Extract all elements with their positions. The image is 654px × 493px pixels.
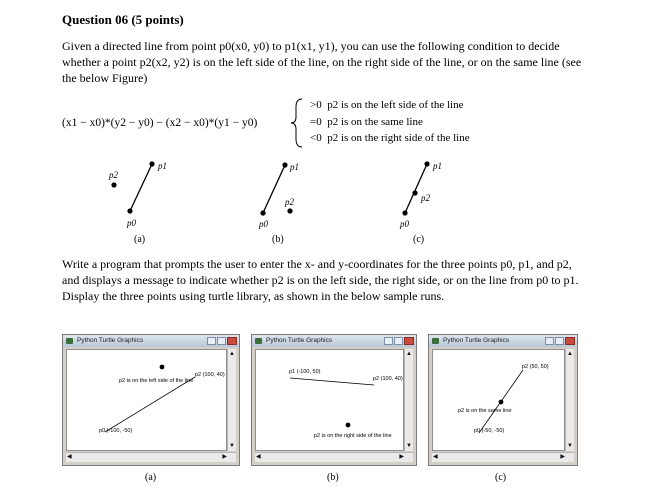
window-a-p2-label: p2 (100, 40): [195, 372, 225, 378]
window-b-vertical-scrollbar[interactable]: [404, 349, 413, 451]
instructions-paragraph: Write a program that prompts the user to enter the x- and y-coordinates for the three points p0, p1, and p2, and displays a message to indicate whether p2 is on the left side, the right side, or on the line from p0 to p1. Display the three points using turtle library, as shown in the below sample runs.: [62, 257, 579, 303]
window-b-horizontal-scrollbar[interactable]: [255, 452, 413, 462]
scroll-left-icon[interactable]: ◀: [256, 454, 261, 460]
window-c-controls: [545, 337, 575, 345]
window-a-message: p2 is on the left side of the line: [119, 378, 194, 384]
figure-c-p1-label: p1: [433, 161, 442, 171]
intro-paragraph: Given a directed line from point p0(x0, y0) to p1(x1, y1), you can use the following condition to decide whether a point p2(x2, y2) is on the left side of the line, on the right side of the line, or on the same line (see the below Figure): [62, 39, 582, 85]
window-b-canvas[interactable]: [255, 349, 404, 451]
figure-a-p0-label: p0: [127, 218, 136, 228]
figure-b-p1-label: p1: [290, 162, 299, 172]
turtle-app-icon: [432, 338, 439, 344]
window-a-horizontal-scrollbar[interactable]: [66, 452, 236, 462]
close-button[interactable]: [565, 337, 575, 345]
figure-a-p1-label: p1: [158, 161, 167, 171]
figure-b-caption: (b): [272, 234, 284, 245]
turtle-app-icon: [255, 338, 262, 344]
formula-cases: [290, 97, 490, 149]
curly-brace-icon: [290, 97, 304, 149]
window-b-p2-label: p2 (100, 40): [373, 376, 403, 382]
figure-a-p2-label: p2: [109, 170, 118, 180]
close-button[interactable]: [404, 337, 414, 345]
window-c-canvas[interactable]: [432, 349, 565, 451]
turtle-window-a: [62, 334, 240, 466]
figure-b: [240, 155, 340, 250]
turtle-window-c: [428, 334, 578, 466]
maximize-button[interactable]: [555, 337, 564, 345]
scroll-up-icon[interactable]: ▲: [567, 351, 573, 357]
window-c-title: Python Turtle Graphics: [443, 337, 510, 344]
case-equal: =0 p2 is on the same line: [310, 116, 423, 128]
figure-b-p2-label: p2: [285, 197, 294, 207]
scroll-down-icon[interactable]: ▼: [406, 443, 412, 449]
scroll-down-icon[interactable]: ▼: [229, 443, 235, 449]
window-c-message: p2 is on the same line: [458, 408, 512, 414]
figure-a-caption: (a): [134, 234, 146, 245]
window-a-caption: (a): [145, 472, 157, 483]
case-less: <0 p2 is on the right side of the line: [310, 132, 470, 144]
window-b-controls: [384, 337, 414, 345]
scroll-right-icon[interactable]: ▶: [399, 454, 404, 460]
scroll-up-icon[interactable]: ▲: [406, 351, 412, 357]
figure-b-p0-label: p0: [259, 219, 268, 229]
turtle-app-icon: [66, 338, 73, 344]
figure-c-p0-label: p0: [400, 219, 409, 229]
scroll-down-icon[interactable]: ▼: [567, 443, 573, 449]
scroll-right-icon[interactable]: ▶: [222, 454, 227, 460]
window-a-title: Python Turtle Graphics: [77, 337, 144, 344]
maximize-button[interactable]: [394, 337, 403, 345]
window-c-p0-label: p0 (-50, -50): [474, 428, 505, 434]
close-button[interactable]: [227, 337, 237, 345]
scroll-left-icon[interactable]: ◀: [433, 454, 438, 460]
window-c-caption: (c): [495, 472, 507, 483]
window-b-caption: (b): [327, 472, 339, 483]
window-b-p1-label: p1 (-100, 50): [289, 369, 321, 375]
window-c-vertical-scrollbar[interactable]: [565, 349, 574, 451]
window-a-controls: [207, 337, 237, 345]
minimize-button[interactable]: [207, 337, 216, 345]
window-a-vertical-scrollbar[interactable]: [227, 349, 236, 451]
figure-c: [385, 155, 485, 250]
figure-a: [100, 155, 200, 250]
case-greater: >0 p2 is on the left side of the line: [310, 99, 464, 111]
window-a-p0-label: p0 (-100, -50): [99, 428, 133, 434]
window-b-title: Python Turtle Graphics: [266, 337, 333, 344]
question-title: Question 06 (5 points): [62, 12, 184, 27]
figure-c-p2-label: p2: [421, 193, 430, 203]
scroll-left-icon[interactable]: ◀: [67, 454, 72, 460]
formula: (x1 − x0)*(y2 − y0) − (x2 − x0)*(y1 − y0): [62, 117, 258, 129]
window-a-canvas[interactable]: [66, 349, 227, 451]
scroll-right-icon[interactable]: ▶: [560, 454, 565, 460]
turtle-window-b: [251, 334, 417, 466]
figure-c-caption: (c): [413, 234, 425, 245]
window-c-p2-label: p2 (50, 50): [522, 364, 549, 370]
minimize-button[interactable]: [545, 337, 554, 345]
window-c-horizontal-scrollbar[interactable]: [432, 452, 574, 462]
maximize-button[interactable]: [217, 337, 226, 345]
minimize-button[interactable]: [384, 337, 393, 345]
window-a-drawing: [67, 350, 227, 450]
scroll-up-icon[interactable]: ▲: [229, 351, 235, 357]
window-b-message: p2 is on the right side of the line: [314, 433, 392, 439]
